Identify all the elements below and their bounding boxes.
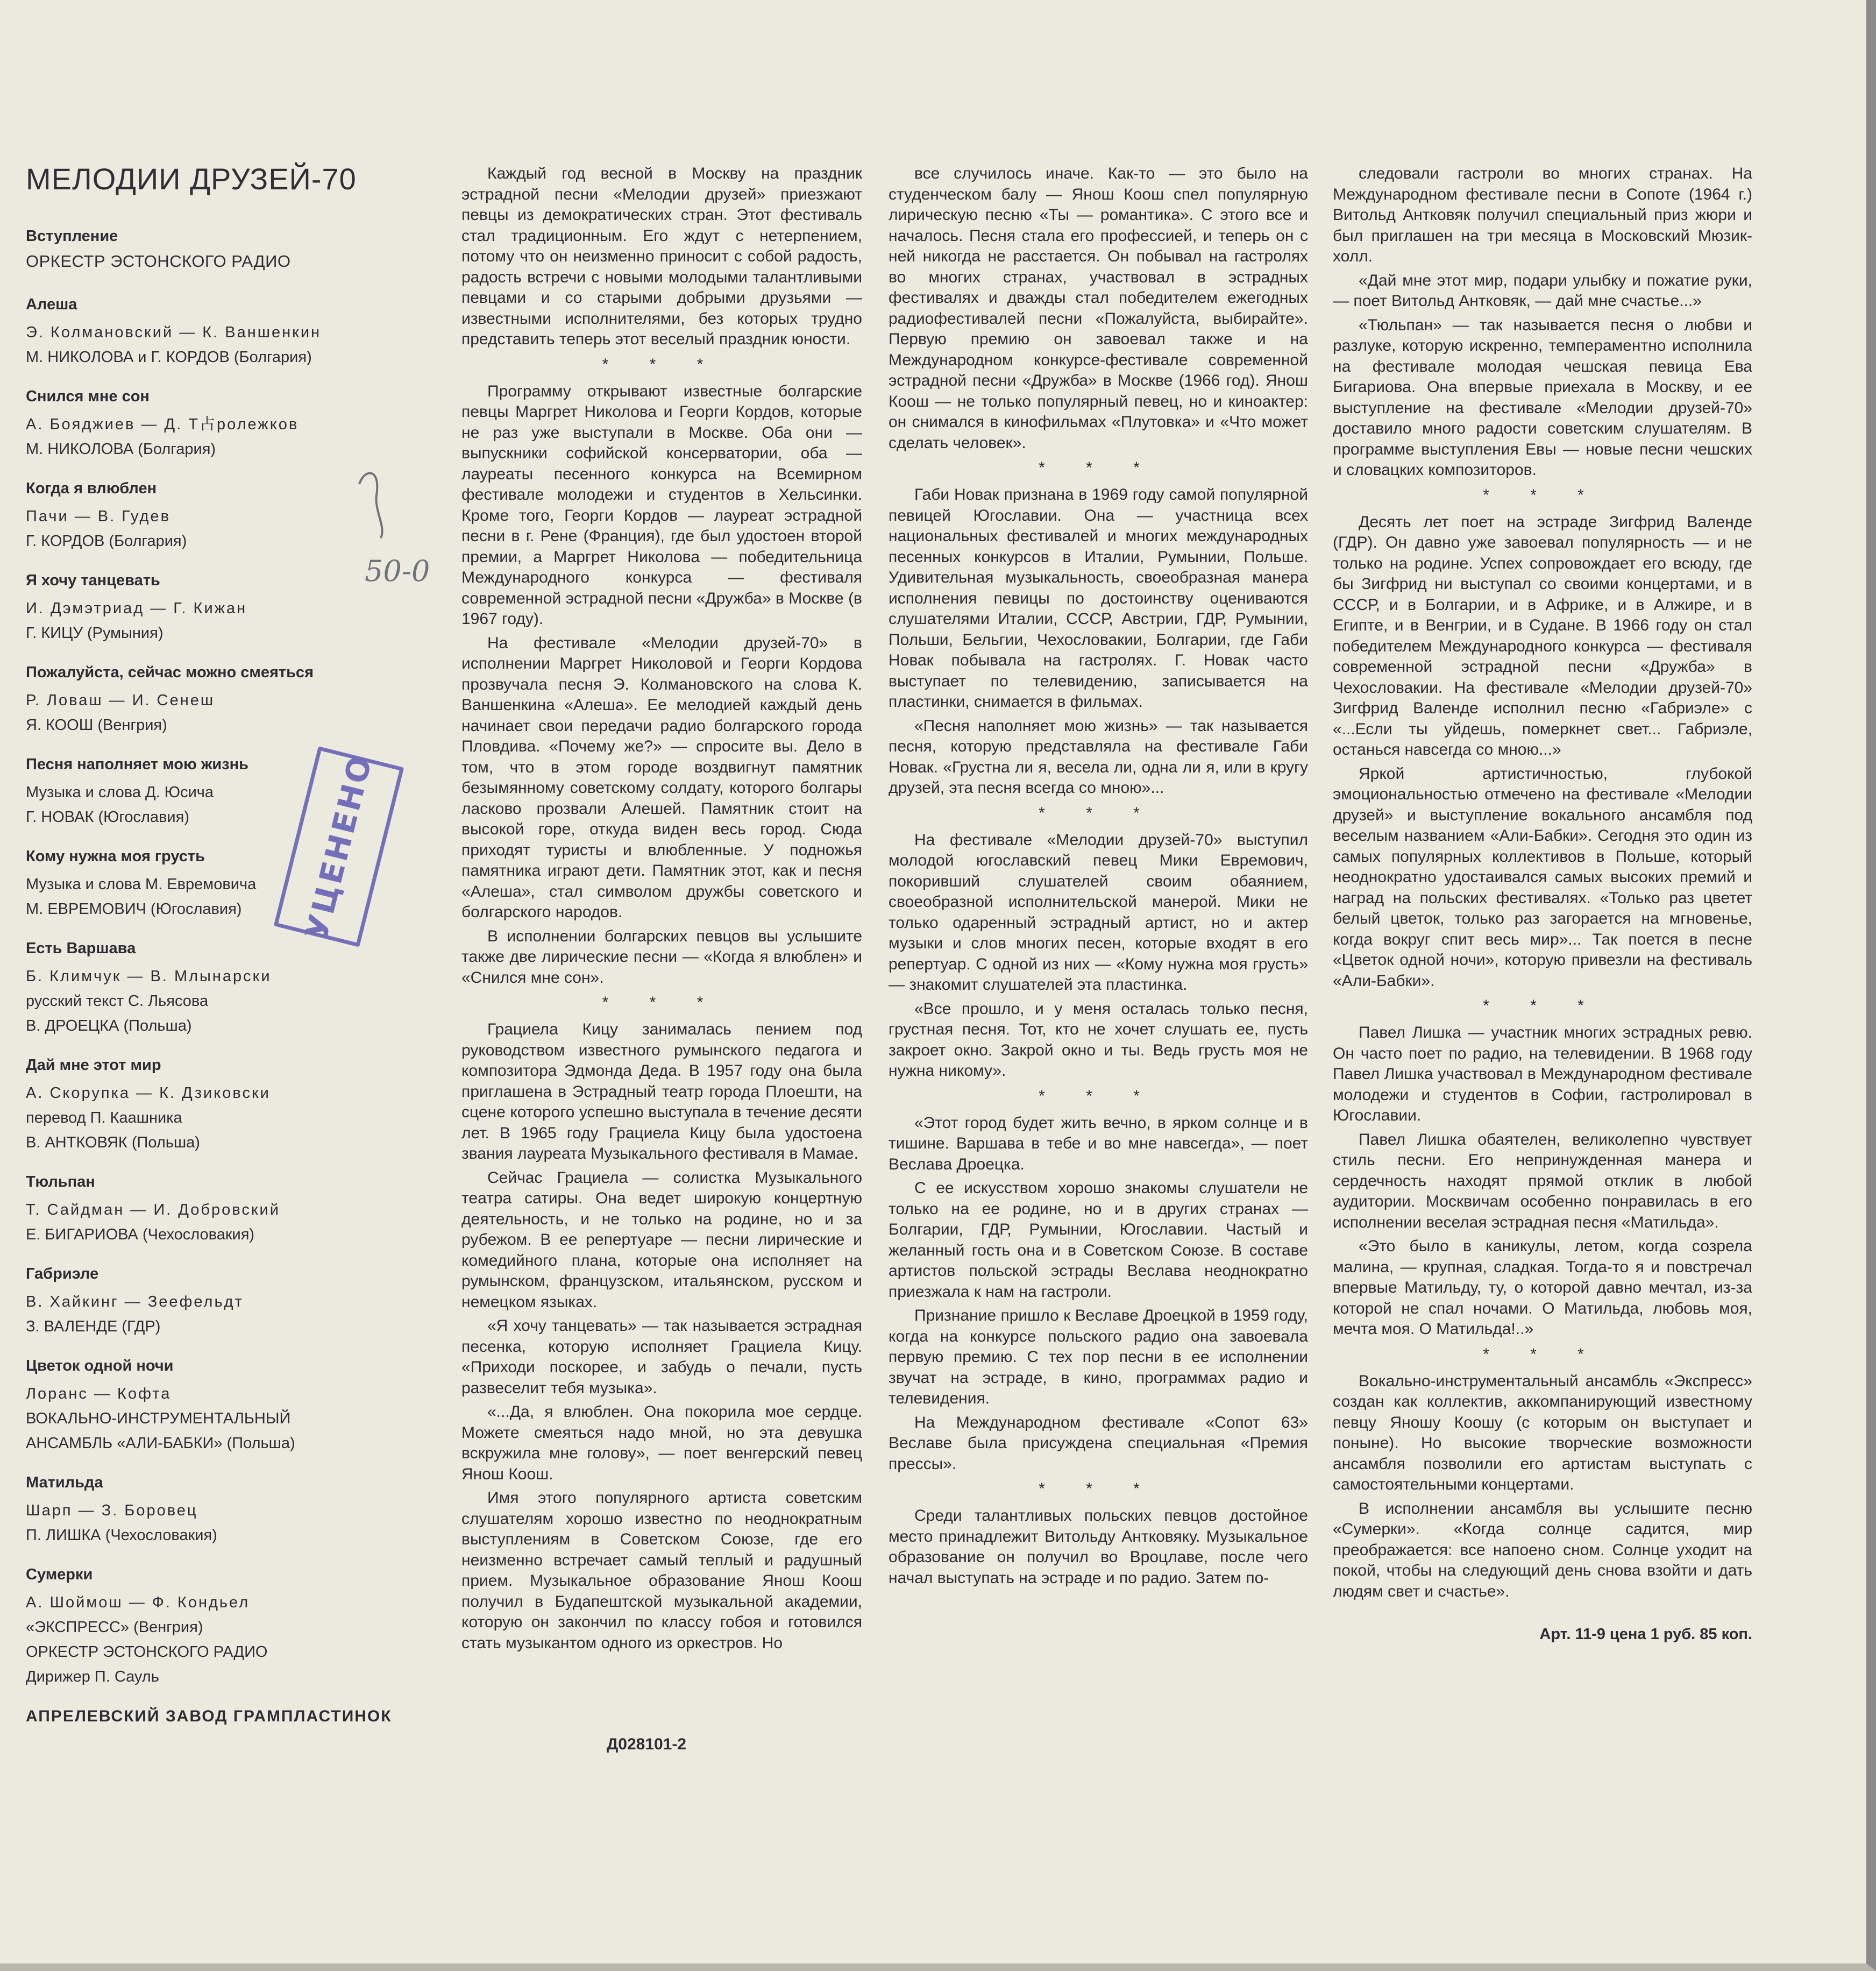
article-paragraph: Каждый год весной в Москву на праздник эстрадной песни «Мелодии друзей» приезжают певцы из демократических стран. Этот фестиваль стал традиционным. Его ждут с нетерпением, потому что он неизменно приносит с собой радость, радость встречи с новыми молодыми талантливыми певцами и со старыми добрыми друзьями — известными исполнителями, без которых трудно представить теперь этот веселый праздник юности. bbox=[461, 165, 862, 348]
article-paragraph: С ее искусством хорошо знакомы слушатели не только на ее родине, но и в других странах — Болгарии, ГДР, Румынии, Югославии. Частый и желанный гость она и в Советском Союзе. В составе артистов польской эстрады Веслава неоднократно приезжала к нам на гастроли. bbox=[889, 1179, 1308, 1301]
track-credit-line: Музыка и слова Д. Юсича bbox=[26, 784, 214, 801]
track-credit-line: Е. БИГАРИОВА (Чехословакия) bbox=[26, 1226, 255, 1243]
track-title: Алеша bbox=[26, 296, 77, 313]
article-paragraph: В исполнении болгарских певцов вы услышите также две лирические песни — «Когда я влюблен» и «Снился мне сон». bbox=[461, 927, 862, 987]
section-separator: * * * bbox=[1039, 1480, 1158, 1498]
article-paragraph: следовали гастроли во многих странах. На Международном фестивале песни в Сопоте (1964 г.) Витольд Антковяк получил специальный приз жюри и был приглашен на три месяца в Московский Мюзик-холл. bbox=[1333, 165, 1752, 265]
track-title: Я хочу танцевать bbox=[26, 572, 160, 589]
track-credit-line: Б. Климчук — В. Млынарски bbox=[26, 968, 272, 985]
track-credit-line: Г. КОРДОВ (Болгария) bbox=[26, 533, 187, 550]
track-credit-line: Пачи — В. Гудев bbox=[26, 508, 170, 525]
article-paragraph: «Песня наполняет мою жизнь» — так называется песня, которую представляла на фестивале Габи Новак. «Грустна ли я, весела ли, одна ли я, или в кругу друзей, эта песня всегда со мною»... bbox=[889, 717, 1308, 797]
track-title: Цветок одной ночи bbox=[26, 1357, 174, 1374]
track-credit-line: М. НИКОЛОВА (Болгария) bbox=[26, 441, 216, 458]
tracklist-column bbox=[26, 156, 435, 1726]
article-paragraph: Имя этого популярного артиста советским слушателям хорошо известно по неоднократным выступлениям в Советском Союзе, где его неизменно встречает самый теплый и радушный прием. Музыкальное образование Янош Коош получил в Будапештской музыкальной академии, которую он закончил по классу гобоя и готовился стать музыкантом одного из оркестров. Но bbox=[461, 1489, 862, 1652]
track-title: Когда я влюблен bbox=[26, 480, 157, 497]
factory-name: АПРЕЛЕВСКИЙ ЗАВОД ГРАМПЛАСТИНОК bbox=[26, 1707, 392, 1725]
track-entry bbox=[26, 940, 435, 1038]
article-paragraph: «...Да, я влюблен. Она покорила мое сердце. Можете смеяться надо мной, но эта девушка вскружила мне голову», — поет венгерский певец Янош Коош. bbox=[461, 1403, 862, 1483]
article-paragraph: «Тюльпан» — так называется песня о любви и разлуке, которую искренно, темпераментно исполнила на фестивале молодая чешская певица Ева Бигариова. Она впервые приехала в Москву, и ее выступление на фестивале «Мелодии друзей-70» доставило много радости советским слушателям. В программе выступления Евы — новые песни чешских и словацких композиторов. bbox=[1333, 316, 1752, 479]
article-paragraph: Вокально-инструментальный ансамбль «Экспресс» создан как коллектив, аккомпанирующий известному певцу Яношу Коошу (с которым он выступает и поныне). Но высокие творческие возможности ансамбля позволили его артистам выступать с самостоятельными концертами. bbox=[1333, 1372, 1752, 1493]
pencil-scribble bbox=[359, 473, 382, 538]
track-title: Дай мне этот мир bbox=[26, 1057, 161, 1074]
stamp-text: УЦЕНЕНО bbox=[298, 750, 380, 944]
track-credit-line: Дирижер П. Сауль bbox=[26, 1668, 159, 1685]
article-paragraph: все случилось иначе. Как-то — это было на студенческом балу — Янош Коош спел популярную лирическую песню «Ты — романтика». С этого все и началось. Песня стала его профессией, и теперь он с ней никогда не расстается. Он побывал на гастролях во многих странах, участвовал в эстрадных фестивалях и дважды стал победителем ежегодных радиофестивалей песни «Пожалуйста, выбирайте». Первую премию он завоевал также и на Международном конкурсе-фестивале современной эстрадной песни «Дружба» в Москве (1966 год). Янош Коош — не только популярный певец, но и киноактер: он снимался в кинофильмах «Плутовка» и «Что может сделать человек». bbox=[889, 165, 1308, 452]
track-entry bbox=[26, 1173, 435, 1247]
track-credit-line: Лоранс — Кофта bbox=[26, 1385, 172, 1402]
intro-performer: ОРКЕСТР ЭСТОНСКОГО РАДИО bbox=[26, 252, 291, 271]
article-paragraph: Среди талантливых польских певцов достойное место принадлежит Витольду Антковяку. Музыкальное образование он получил во Вроцлаве, после чего начал выступать на эстраде и по радио. Затем по- bbox=[889, 1507, 1308, 1587]
section-separator: * * * bbox=[1039, 804, 1158, 822]
track-title: Кому нужна моя грусть bbox=[26, 848, 205, 865]
text-column-2 bbox=[461, 164, 862, 1654]
catalog-number: Д028101-2 bbox=[606, 1735, 687, 1753]
section-separator: * * * bbox=[1483, 1345, 1602, 1363]
price-label: Арт. 11-9 цена 1 руб. 85 коп. bbox=[1539, 1626, 1752, 1643]
track-title: Песня наполняет мою жизнь bbox=[26, 756, 248, 773]
text-column-3-body bbox=[889, 164, 1308, 1589]
track-credit-line: Музыка и слова М. Евремовича bbox=[26, 876, 257, 893]
article-paragraph: Сейчас Грациела — солистка Музыкального театра сатиры. Она ведет широкую концертную деятельность, и не только на родине, но и за рубежом. В ее репертуаре — песни лирические и комедийного плана, которые она исполняет на румынском, французском, итальянском, русском и немецком языках. bbox=[461, 1168, 862, 1311]
track-title: Тюльпан bbox=[26, 1173, 95, 1190]
article-paragraph: «Это было в каникулы, летом, когда созрела малина, — крупная, сладкая. Тогда-то я и повстречал впервые Матильду, ту, о которой давно мечтал, из-за которой не спал ночами. О Матильда, любовь моя, мечта моя. О Матильда!..» bbox=[1333, 1237, 1752, 1338]
track-credit-line: Г. НОВАК (Югославия) bbox=[26, 809, 189, 826]
track-credit-line: Т. Сайдман — И. Добровский bbox=[26, 1201, 280, 1218]
section-separator: * * * bbox=[1483, 486, 1602, 504]
track-entry bbox=[26, 388, 435, 462]
track-entry bbox=[26, 1566, 435, 1689]
track-credit-line: АНСАМБЛЬ «АЛИ-БАБКИ» (Польша) bbox=[26, 1435, 295, 1452]
track-credit-line: Я. КООШ (Венгрия) bbox=[26, 717, 167, 734]
track-entry bbox=[26, 296, 435, 370]
article-paragraph: Программу открывают известные болгарские певцы Маргрет Николова и Георги Кордов, которые не раз уже выступали в Москве. Оба они — выпускники софийской консерватории, оба — лауреаты песенного конкурса на Всемирном фестивале молодежи и студентов в Хельсинки. Кроме того, Георги Кордов — лауреат эстрадной песни в г. Рене (Франция), где был удостоен второй премии, а Маргрет Николова — победительница Международного конкурса — фестиваля современной эстрадной песни «Дружба» в Москве (в 1967 году). bbox=[461, 382, 862, 628]
section-separator: * * * bbox=[1039, 459, 1158, 477]
track-credit-line: Р. Ловаш — И. Сенеш bbox=[26, 692, 215, 709]
track-credit-line: Г. КИЦУ (Румыния) bbox=[26, 625, 164, 642]
article-paragraph: Признание пришло к Веславе Дроецкой в 1959 году, когда на конкурсе польского радио она завоевала первую премию. С тех пор песни в ее исполнении звучат на эстраде, в кино, программах радио и телевидения. bbox=[889, 1307, 1308, 1407]
article-paragraph: «Все прошло, и у меня осталась только песня, грустная песня. Тот, кто не хочет слушать ее, пусть закроет окно. Закрой окно и ты. Ведь грусть моя не нужна никому». bbox=[889, 999, 1308, 1080]
track-entry bbox=[26, 1474, 435, 1548]
track-credit-line: «ЭКСПРЕСС» (Венгрия) bbox=[26, 1619, 203, 1636]
track-credit-line: Э. Колмановский — К. Ваншенкин bbox=[26, 324, 322, 341]
track-title: Снился мне сон bbox=[26, 388, 150, 405]
text-column-4 bbox=[1333, 164, 1752, 1643]
track-credit-line: А. Скорупка — К. Дзиковски bbox=[26, 1084, 271, 1102]
article-paragraph: Павел Лишка — участник многих эстрадных ревю. Он часто поет по радио, на телевидении. В 1968 году Павел Лишка участвовал в Международном фестивале молодежи и студентов в Софии, гастролировал в Югославии. bbox=[1333, 1024, 1752, 1124]
track-credit-line: Шарп — З. Боровец bbox=[26, 1502, 198, 1519]
track-title: Габриэле bbox=[26, 1265, 99, 1282]
track-credit-line: М. ЕВРЕМОВИЧ (Югославия) bbox=[26, 901, 242, 918]
article-paragraph: На Международном фестивале «Сопот 63» Веславе была присуждена специальная «Премия прессы». bbox=[889, 1413, 1308, 1473]
article-paragraph: На фестивале «Мелодии друзей-70» выступил молодой югославский певец Мики Евремович, покоривший слушателей своим обаянием, своеобразной исполнительской манерой. Мики не только одаренный эстрадный артист, но и актер музыки и слов многих песен, которые входят в его репертуар. С одной из них — «Кому нужна моя грусть» — знакомит слушателей эта пластинка. bbox=[889, 831, 1308, 994]
track-credit-line: ОРКЕСТР ЭСТОНСКОГО РАДИО bbox=[26, 1643, 268, 1661]
track-entry bbox=[26, 1265, 435, 1339]
track-credit-line: И. Дэмэтриад — Г. Кижан bbox=[26, 600, 247, 617]
article-paragraph: Грациела Кицу занималась пением под руководством известного румынского педагога и композитора Эдмонда Деда. В 1957 году она была приглашена в Эстрадный театр города Плоешти, на сцене которого успешно выступала в течение десяти лет. В 1965 году Грациела Кицу была удостоена звания лауреата Музыкального фестиваля в Мамае. bbox=[461, 1020, 862, 1162]
article-paragraph: Габи Новак признана в 1969 году самой популярной певицей Югославии. Она — участница всех национальных фестивалей и многих международных песенных конкурсов в Италии, Румынии, Польше. Удивительная музыкальность, своеобразная манера исполнения певицы по достоинству оцениваются слушателями Италии, СССР, Австрии, ГДР, Румынии, Польши, Бельгии, Чехословакии, Болгарии, где Габи Новак побывала на гастролях. Г. Новак часто выступает по телевидению, записывается на пластинки, снимается в фильмах. bbox=[889, 486, 1308, 711]
article-paragraph: Десять лет поет на эстраде Зигфрид Валенде (ГДР). Он давно уже завоевал популярность — и не только на родине. Успех сопровождает его всюду, где бы Зигфрид ни выступал со своими концертами, и в СССР, и в Болгарии, и в Африке, и в Алжире, и в Египте, и в Венгрии, и в Судане. В 1966 году он стал победителем Международного конкурса — фестиваля современной эстрадной песни «Дружба» в Чехословакии. На фестивале «Мелодии друзей-70» Зигфрид Валенде исполнил песню «Габриэле» с «...Если ты уйдешь, померкнет свет... Габриэле, останься навсегда со мною...» bbox=[1333, 513, 1752, 758]
text-column-4-body bbox=[1333, 164, 1752, 1602]
article-paragraph: «Дай мне этот мир, подари улыбку и пожатие руки, — поет Витольд Антковяк, — дай мне счастье...» bbox=[1333, 271, 1752, 310]
article-paragraph: Яркой артистичностью, глубокой эмоциональностью отмечено на фестивале «Мелодии друзей» и выступление вокального ансамбля под веселым названием «Али-Бабки». Сегодня это один из самых популярных коллективов в Польше, который неоднократно удостаивался самых высоких премий и наград на польских фестивалях. «Только раз цветет белый цветок, только раз загорается на мгновенье, когда вокруг спит весь мир»... Так поется в песне «Цветок одной ночи», которую привезли на фестиваль «Али-Бабки». bbox=[1333, 764, 1752, 990]
article-paragraph: Павел Лишка обаятелен, великолепно чувствует стиль песни. Его непринужденная манера и сердечность находят прямой отклик в любой аудитории. Москвичам особенно понравилась в его исполнении веселая эстрадная песня «Матильда». bbox=[1333, 1130, 1752, 1231]
intro-label: Вступление bbox=[26, 228, 118, 245]
track-credit-line: перевод П. Каашника bbox=[26, 1109, 182, 1126]
track-entry bbox=[26, 1057, 435, 1155]
track-credit-line: ВОКАЛЬНО-ИНСТРУМЕНТАЛЬНЫЙ bbox=[26, 1410, 291, 1427]
track-credit-line: В. Хайкинг — Зеефельдт bbox=[26, 1293, 244, 1310]
pencil-note-text: 50-0 bbox=[365, 554, 430, 588]
track-title: Пожалуйста, сейчас можно смеяться bbox=[26, 664, 314, 681]
article-paragraph: «Я хочу танцевать» — так называется эстрадная песенка, которую исполняет Грациела Кицу. «Приходи поскорее, и забудь о печали, пусть развеселит тебя музыка». bbox=[461, 1317, 862, 1397]
track-title: Есть Варшава bbox=[26, 940, 136, 957]
section-separator: * * * bbox=[602, 355, 722, 373]
album-title: МЕЛОДИИ ДРУЗЕЙ-70 bbox=[26, 162, 357, 196]
section-separator: * * * bbox=[1483, 997, 1602, 1015]
article-paragraph: «Этот город будет жить вечно, в ярком солнце и в тишине. Варшава в тебе и во мне навсегда», — поет Веслава Дроецка. bbox=[889, 1114, 1308, 1173]
article-paragraph: В исполнении ансамбля вы услышите песню «Сумерки». «Когда солнце садится, мир преображается: все напоено сном. Солнце уходит на покой, чтобы на следующий день снова взойти и дать людям свет и счастье». bbox=[1333, 1499, 1752, 1600]
track-entry bbox=[26, 664, 435, 738]
track-credit-line: А. Шоймош — Ф. Кондьел bbox=[26, 1594, 250, 1611]
section-separator: * * * bbox=[602, 994, 722, 1011]
track-title: Матильда bbox=[26, 1474, 103, 1491]
track-credit-line: П. ЛИШКА (Чехословакия) bbox=[26, 1527, 217, 1544]
section-separator: * * * bbox=[1039, 1087, 1158, 1105]
track-credit-line: В. АНТКОВЯК (Польша) bbox=[26, 1134, 200, 1151]
track-credit-line: В. ДРОЕЦКА (Польша) bbox=[26, 1017, 192, 1034]
track-credit-line: М. НИКОЛОВА и Г. КОРДОВ (Болгария) bbox=[26, 349, 312, 366]
pencil-price-note bbox=[349, 463, 445, 602]
track-title: Сумерки bbox=[26, 1566, 93, 1583]
track-credit-line: З. ВАЛЕНДЕ (ГДР) bbox=[26, 1318, 161, 1335]
article-paragraph: На фестивале «Мелодии друзей-70» в исполнении Маргрет Николовой и Георги Кордова прозвучала песня Э. Колмановского на слова К. Ваншенкина «Алеша». Ее мелодией каждый день начинает свои передачи радио болгарского города Пловдива. «Почему же?» — спросите вы. Дело в том, что в этом городе воздвигнут памятник безымянному советскому солдату, которого болгары ласково прозвали Алешей. Памятник стоит на высокой горе, откуда виден весь город. Сюда приходят туристы и влюбленные. У подножья памятника играют дети. Памятник этот, как и песня «Алеша», стал символом дружбы советского и болгарского народов. bbox=[461, 634, 862, 921]
track-credit-line: русский текст С. Льясова bbox=[26, 992, 209, 1010]
track-entry bbox=[26, 1357, 435, 1456]
track-credit-line: А. Бояджиев — Д. Т占ролежков bbox=[26, 416, 299, 433]
